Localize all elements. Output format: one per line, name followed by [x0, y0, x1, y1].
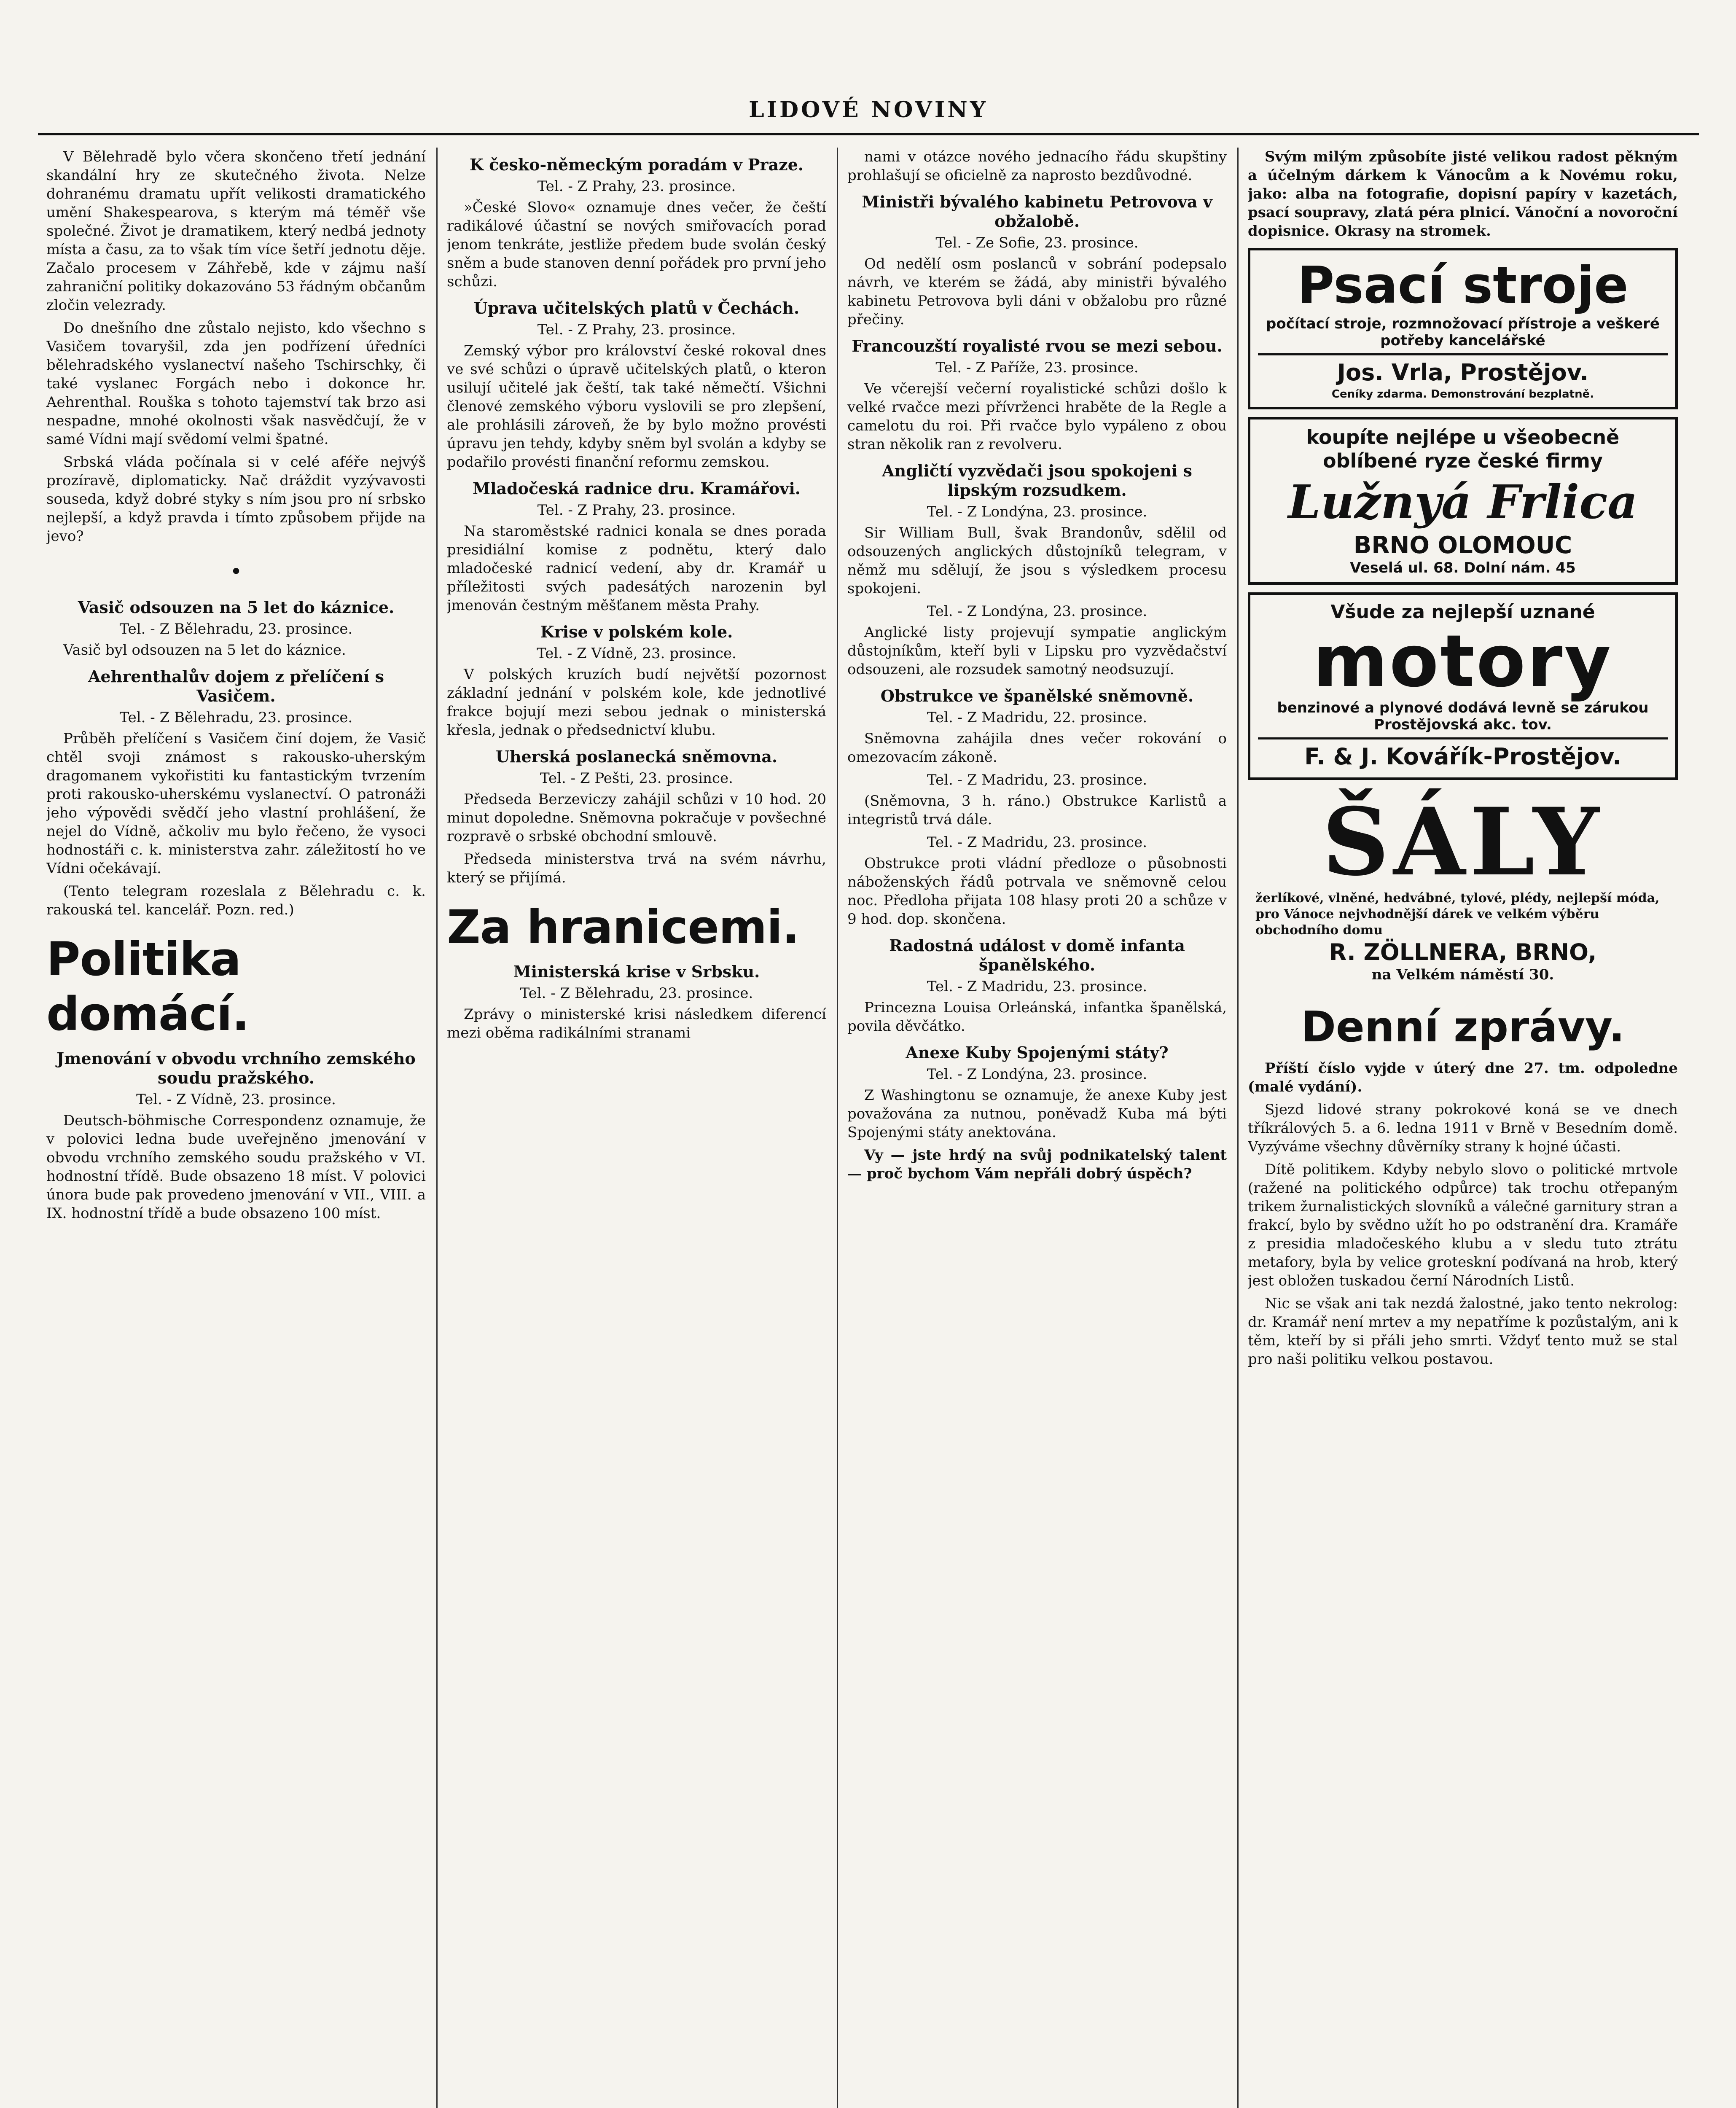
- dateline: Tel. - Z Madridu, 23. prosince.: [927, 834, 1147, 851]
- dateline: Tel. - Z Londýna, 23. prosince.: [927, 1066, 1147, 1083]
- ad-firm: Jos. Vrla, Prostějov.: [1258, 353, 1668, 387]
- article-headline: Anexe Kuby Spojenými státy?: [906, 1043, 1169, 1062]
- dateline: Tel. - Z Prahy, 23. prosince.: [537, 321, 736, 338]
- section-title: Denní zprávy.: [1301, 1002, 1625, 1051]
- column-4: [1248, 148, 1678, 1373]
- ad-title: motory: [1313, 620, 1613, 703]
- column-divider: [1237, 148, 1239, 2108]
- ad-title: Psací stroje: [1297, 256, 1629, 315]
- article-paragraph: Srbská vláda počínala si v celé aféře nejvýš prozíravě, diplomaticky. Nač dráždit vyzývavosti souseda, když dobré styky s ním jsou pro ní srbsko nejlepší, a když pravda i tímto způsobem přijde na jevo?: [46, 454, 426, 545]
- ad-firm: F. & J. Kovářík-Prostějov.: [1258, 737, 1668, 772]
- dateline: Tel. - Ze Sofie, 23. prosince.: [935, 234, 1139, 251]
- article-headline: Francouzští royalisté rvou se mezi sebou.: [852, 336, 1223, 355]
- column-2: [447, 148, 826, 1046]
- article-headline: Vasič odsouzen na 5 let do káznice.: [78, 598, 395, 617]
- column-1: [46, 148, 426, 1227]
- article-headline: Ministři bývalého kabinetu Petrovova v obžalobě.: [862, 192, 1212, 231]
- article-headline: Krise v polském kole.: [540, 622, 733, 641]
- article-paragraph: Příští číslo vyjde v úterý dne 27. tm. odpoledne (malé vydání).: [1248, 1060, 1678, 1095]
- article-paragraph: Na staroměstské radnici konala se dnes porada presidiální komise z podnětu, který dalo mladočeské radnicí vedení, aby dr. Kramář u příležitosti svých padesátých narozenin byl jmenován čestným měšťanem města Prahy.: [447, 523, 826, 614]
- article-paragraph: »České Slovo« oznamuje dnes večer, že čeští radikálové účastní se nových smiřovacích porad jenom tenkráte, jestliže předem bude svolán český sněm a bude stanoven denní pořádek pro první jeho schůzi.: [447, 199, 826, 290]
- dateline: Tel. - Z Pešti, 23. prosince.: [540, 770, 733, 787]
- article-paragraph: Princezna Louisa Orleánská, infantka španělská, povila děvčátko.: [847, 999, 1227, 1035]
- article-headline: Mladočeská radnice dru. Kramářovi.: [472, 479, 801, 498]
- article-paragraph: Zprávy o ministerské krisi následkem diferencí mezi oběma radikálními stranami: [447, 1006, 826, 1041]
- ad-address: Veselá ul. 68. Dolní nám. 45: [1350, 559, 1576, 576]
- article-paragraph: Nic se však ani tak nezdá žalostné, jako tento nekrolog: dr. Kramář není mrtev a my nepatříme k pozůstalým, ani k těm, kteří by si přáli jeho smrti. Vždyť tento muž se stal pro naši politiku velkou postavou.: [1248, 1295, 1678, 1368]
- dateline: Tel. - Z Londýna, 23. prosince.: [927, 603, 1147, 620]
- article-headline: Jmenování v obvodu vrchního zemského soudu pražského.: [56, 1049, 416, 1087]
- ad-motors: [1248, 592, 1678, 780]
- dateline: Tel. - Z Bělehradu, 23. prosince.: [119, 709, 353, 726]
- dateline: Tel. - Z Madridu, 23. prosince.: [927, 978, 1147, 995]
- article-headline: K česko-německým poradám v Praze.: [469, 155, 804, 174]
- article-paragraph: Dítě politikem. Kdyby nebylo slovo o politické mrtvole (ražené na politického odpůrce) tak trochu otřepaným trikem žurnalistických slovníků a válečné garnitury stran a frakcí, bylo by svědno užít ho po odstranění dra. Kramáře z presidia mladočeského klubu a v sledu tuto ztrátu metafory, byla by velice groteskní podívaná na hrob, který jest obložen tuskadou černí Národních Listů.: [1248, 1161, 1678, 1289]
- article-headline: Úprava učitelských platů v Čechách.: [473, 298, 800, 317]
- ad-firm: R. ZÖLLNERA, BRNO,: [1329, 939, 1597, 965]
- dateline: Tel. - Z Bělehradu, 23. prosince.: [520, 985, 753, 1002]
- column-3: [847, 148, 1227, 1187]
- article-headline: Obstrukce ve španělské sněmovně.: [880, 686, 1194, 705]
- dateline: Tel. - Z Paříže, 23. prosince.: [935, 359, 1139, 376]
- article-paragraph: V polských kruzích budí největší pozornost základní jednání v polském kole, kde jednotlivé frakce bojují mezi sebou jednak o ministerská křesla, jednak o předsednictví klubu.: [447, 666, 826, 739]
- article-paragraph: Ve včerejší večerní royalistické schůzi došlo k velké rvačce mezi přívrženci hraběte de la Regle a camelotu du roi. Při rvačce bylo vypáleno z obou stran několik ran z revolveru.: [847, 380, 1227, 453]
- article-paragraph: Deutsch-böhmische Correspondenz oznamuje, že v polovici ledna bude uveřejněno jmenování v obvodu vrchního zemského soudu pražského v VI. hodnostní třídě. Bude obsazeno 18 míst. V polovici února bude pak provedeno jmenování v VII., VIII. a IX. hodnostní třídě a bude obsazeno 100 míst.: [46, 1112, 426, 1222]
- article-paragraph: Předseda ministerstva trvá na svém návrhu, který se přijímá.: [447, 851, 826, 886]
- ad-shawls: [1248, 788, 1678, 989]
- ad-typewriters: [1248, 248, 1678, 409]
- article-paragraph: Obstrukce proti vládní předloze o působnosti náboženských řádů potrvala ve sněmovně celou noc. Předloha přijata 108 hlasy proti 20 a schůze v 9 hod. dop. skončena.: [847, 855, 1227, 928]
- dateline: Tel. - Z Madridu, 22. prosince.: [927, 709, 1147, 726]
- article-headline: Angličtí vyzvědači jsou spokojeni s lipským rozsudkem.: [882, 461, 1192, 500]
- ad-text: Svým milým způsobíte jisté velikou radost pěkným a účelným dárkem k Vánocům a k Novému roku, jako: alba na fotografie, dopisní papíry v kazetách, psací soupravy, zlatá péra plnicí. Vánoční a novoroční dopisnice. Okrasy na stromek.: [1248, 148, 1678, 239]
- dateline: Tel. - Z Prahy, 23. prosince.: [537, 178, 736, 195]
- newspaper-page: [38, 25, 1699, 2108]
- article-paragraph: Od nedělí osm poslanců v sobrání podepsalo návrh, ve kterém se žádá, aby ministři bývalého kabinetu Petrovova byli dáni v obžalobu pro různé přečiny.: [847, 255, 1227, 328]
- ad-text: koupíte nejlépe u všeobecně oblíbené ryze české firmy: [1306, 426, 1620, 472]
- article-paragraph: Sjezd lidové strany pokrokové koná se ve dnech tříkrálových 5. a 6. ledna 1911 v Brně v Besedním domě. Vyzýváme všechny důvěrníky strany k hojné účasti.: [1248, 1101, 1678, 1155]
- ad-address: na Velkém náměstí 30.: [1371, 966, 1554, 983]
- ad-text: počítací stroje, rozmnožovací přístroje a veškeré potřeby kancelářské: [1266, 315, 1660, 349]
- article-paragraph: Sněmovna zahájila dnes večer rokování o omezovacím zákoně.: [847, 730, 1227, 766]
- article-headline: Ministerská krise v Srbsku.: [513, 962, 760, 981]
- ad-title: Lužnyá Frlica: [1288, 475, 1638, 529]
- dateline: Tel. - Z Prahy, 23. prosince.: [537, 502, 736, 519]
- article-headline: Radostná událost v domě infanta španělského.: [889, 936, 1185, 974]
- masthead: LIDOVÉ NOVINY: [749, 97, 988, 123]
- ad-note: Ceníky zdarma. Demonstrování bezplatně.: [1331, 388, 1594, 401]
- dateline: Tel. - Z Bělehradu, 23. prosince.: [119, 621, 353, 637]
- ad-text: benzinové a plynové dodává levně se zárukou Prostějovská akc. tov.: [1277, 699, 1649, 733]
- article-paragraph: Zemský výbor pro království české rokoval dnes ve své schůzi o úpravě učitelských platů, o kteron usilují učitelé jak čeští, tak také němečtí. Všichni členové zemského výboru vyslovili se pro zlepšení, ale prohlásili zároveň, že by bylo možno provésti úpravu jen tehdy, kdyby sněm byl svolán a kdyby se podařilo provésti finanční reformu zemskou.: [447, 342, 826, 471]
- article-paragraph: (Sněmovna, 3 h. ráno.) Obstrukce Karlistů a integristů trvá dále.: [847, 793, 1227, 828]
- section-title: Za hranicemi.: [447, 900, 800, 954]
- article-paragraph: (Tento telegram rozeslala z Bělehradu c. k. rakouská tel. kancelář. Pozn. red.): [46, 883, 426, 918]
- dateline: Tel. - Z Vídně, 23. prosince.: [136, 1091, 336, 1108]
- article-paragraph: Do dnešního dne zůstalo nejisto, kdo všechno s Vasičem tovaryšil, zda jen podřízení úředníci bělehradského vyslanectví našeho Tschirschky, či také vyslanec Forgách nebo i dokonce hr. Aehrenthal. Rouška s tohoto tajemství tak brzo asi nespadne, mnohé okolnosti však nasvědčují, že v samé Vídni mají svědomí velmi špatné.: [46, 320, 426, 448]
- section-title: Politika domácí.: [46, 932, 249, 1041]
- article-paragraph: Z Washingtonu se oznamuje, že anexe Kuby jest považována za nutnou, poněvadž Kuba má býti Spojenými státy anektována.: [847, 1087, 1227, 1141]
- ad-cities: BRNO OLOMOUC: [1353, 532, 1572, 559]
- dateline: Tel. - Z Vídně, 23. prosince.: [537, 645, 736, 662]
- dateline: Tel. - Z Madridu, 23. prosince.: [927, 772, 1147, 788]
- ad-text: Všude za nejlepší uznané: [1330, 601, 1595, 623]
- separator-dot: •: [230, 559, 242, 584]
- dateline: Tel. - Z Londýna, 23. prosince.: [927, 503, 1147, 520]
- article-paragraph: V Bělehradě bylo včera skončeno třetí jednání skandální hry ze skutečného života. Nelze dohranému dramatu upřít velikosti dramatického umění Shakespearova, s kterým má téměř vše společné. Život je dramatikem, který nedbá jednoty místa a času, za to však tím více šetří jednotu děje. Začalo procesem v Záhřebě, kde v zájmu naší zahraniční politiky dokazováno 53 řádným občanům zločin velezrady.: [46, 148, 426, 314]
- article-headline: Uherská poslanecká sněmovna.: [495, 747, 778, 766]
- article-paragraph: Sir William Bull, švak Brandonův, sdělil od odsouzených anglických důstojníků telegram, v němž mu sdělují, že jsou s výsledkem procesu spokojeni.: [847, 524, 1227, 597]
- article-headline: Aehrenthalův dojem z přelíčení s Vasičem.: [88, 667, 384, 705]
- article-paragraph: Vasič byl odsouzen na 5 let do káznice.: [63, 642, 346, 659]
- article-paragraph: Průběh přelíčení s Vasičem činí dojem, že Vasič chtěl svoji známost s rakousko-uherským dragomanem vykořistiti ku fantastickým tvrzením proti rakousko-uherskému vyslanectví. O patronáži jeho výpovědi svědčí jeho vlastní prohlášení, že nejel do Vídně, ačkoliv mu bylo řečeno, že vysoci hodnostáři c. k. ministerstva zahr. záležitostí ho ve Vídni očekávají.: [46, 730, 426, 877]
- article-paragraph: Vy — jste hrdý na svůj podnikatelský talent — proč bychom Vám nepřáli dobrý úspěch?: [847, 1147, 1227, 1182]
- masthead-rule: [38, 133, 1699, 135]
- ad-title: ŠÁLY: [1322, 787, 1604, 896]
- ad-luznya: [1248, 417, 1678, 585]
- article-paragraph: Anglické listy projevují sympatie anglickým důstojníkům, kteří byli v Lipsku pro vyzvědačství odsouzeni, ale rozsudek samotný neodsuzují.: [847, 624, 1227, 678]
- article-paragraph: Předseda Berzeviczy zahájil schůzi v 10 hod. 20 minut dopoledne. Sněmovna pokračuje v povšechné rozpravě o srbské obchodní smlouvě.: [447, 791, 826, 845]
- article-paragraph: nami v otázce nového jednacího řádu skupštiny prohlašují se oficielně za naprosto bezdůvodné.: [847, 148, 1227, 184]
- column-divider: [837, 148, 838, 2108]
- ad-text: žerlíkové, vlněné, hedvábné, tylové, plédy, nejlepší móda, pro Vánoce nejvhodnější dárek ve velkém výběru obchodního domu: [1255, 891, 1660, 938]
- column-divider: [436, 148, 438, 2108]
